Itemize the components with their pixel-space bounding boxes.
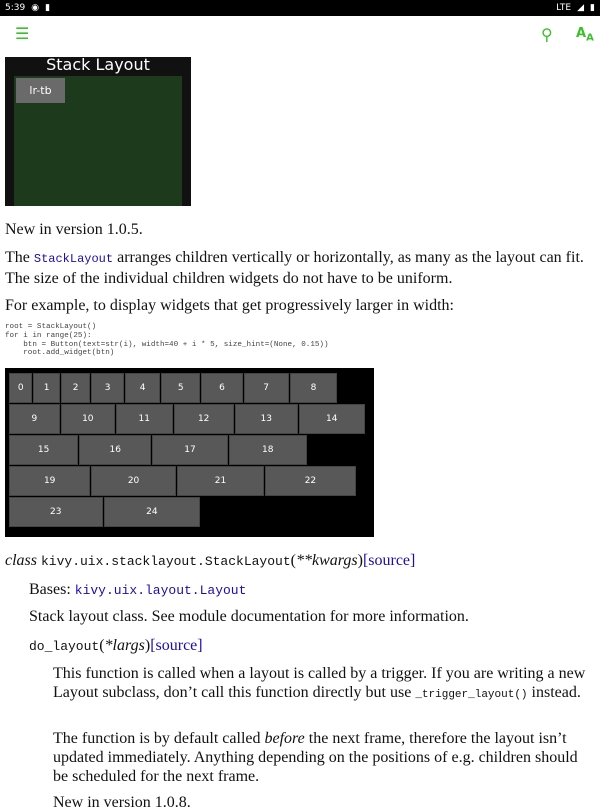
example-button: 11 xyxy=(116,404,173,434)
class-args: **kwargs xyxy=(295,552,358,569)
clock: 5:39 xyxy=(5,3,26,13)
hamburger-menu-icon[interactable]: ☰ xyxy=(15,24,30,43)
inline-code: _trigger_layout() xyxy=(415,689,528,701)
signal-icon: ◢ xyxy=(577,3,585,13)
toolbar xyxy=(0,16,600,58)
text: The function is by default called xyxy=(53,730,265,747)
example-button: 8 xyxy=(290,373,338,403)
example-paragraph: For example, to display widgets that get progressively larger in width: xyxy=(5,297,454,314)
network-type: LTE xyxy=(556,3,572,13)
paren: ( xyxy=(290,552,296,569)
example-button: 6 xyxy=(201,373,243,403)
example-button: 16 xyxy=(79,435,151,465)
example-button: 13 xyxy=(235,404,298,434)
text: instead. xyxy=(527,684,581,701)
search-icon[interactable]: ⚲ xyxy=(541,25,553,44)
sd-card-icon: ▮ xyxy=(45,3,51,13)
example-button: 2 xyxy=(61,373,91,403)
paren: ( xyxy=(99,637,105,654)
method-version-note: New in version 1.0.8. xyxy=(53,794,191,811)
stacklayout-link[interactable]: StackLayout xyxy=(33,252,114,266)
stack-example-image xyxy=(5,368,374,537)
example-button: 5 xyxy=(161,373,200,403)
class-keyword: class xyxy=(5,552,37,569)
example-button: 15 xyxy=(9,435,78,465)
example-button: 23 xyxy=(9,497,103,527)
example-button: 4 xyxy=(125,373,161,403)
example-button: 3 xyxy=(91,373,124,403)
text: arranges children vertically or horizontally, as many as the layout can fit. The size of the individual children widgets do not have to be uniform. xyxy=(5,249,584,287)
version-note: New in version 1.0.5. xyxy=(5,221,143,238)
example-button: 9 xyxy=(9,404,60,434)
text-size-icon[interactable]: $A_A$ xyxy=(576,26,594,44)
intro-paragraph xyxy=(5,248,595,288)
method-args: *largs xyxy=(104,637,145,654)
method-paragraph-1 xyxy=(53,664,593,705)
example-button: 10 xyxy=(61,404,115,434)
example-button: 20 xyxy=(91,466,175,496)
example-button: 18 xyxy=(229,435,307,465)
code-block: root = StackLayout() for i in range(25): btn = Button(text=str(i), width=40 + i * 5, size_hint=(None, 0.15)) root.add_widget(btn) xyxy=(5,323,329,358)
demo-title: Stack Layout xyxy=(46,55,150,74)
battery-icon: ▮ xyxy=(590,3,595,13)
example-button: 17 xyxy=(152,435,227,465)
example-button: 19 xyxy=(9,466,90,496)
layout-base-link[interactable]: kivy.uix.layout.Layout xyxy=(74,583,247,598)
stack-layout-demo-image xyxy=(5,57,191,206)
text: The xyxy=(5,249,34,266)
example-button: 0 xyxy=(9,373,32,403)
example-button: 1 xyxy=(33,373,59,403)
bases-label: Bases: xyxy=(29,581,75,598)
status-bar xyxy=(0,0,600,16)
button-grid xyxy=(9,373,371,527)
method-paragraph-2 xyxy=(53,729,593,786)
method-source-link[interactable]: [source] xyxy=(150,637,203,654)
example-button: 21 xyxy=(177,466,264,496)
text: This function is called when a layout is called by a trigger. If you are writing a new Layout subclass, don’t call this function directly but use xyxy=(53,665,586,701)
paren: ) xyxy=(357,552,363,569)
example-button: 22 xyxy=(265,466,356,496)
method-signature xyxy=(29,636,203,656)
bases xyxy=(29,580,246,600)
text: the next frame, therefore the layout isn’t updated immediately. Anything depending on the positions of e.g. children should be scheduled for the next frame. xyxy=(53,730,578,785)
method-name: do_layout xyxy=(29,639,100,654)
class-description: Stack layout class. See module documentation for more information. xyxy=(29,608,469,625)
class-signature xyxy=(5,551,415,571)
example-button: 14 xyxy=(299,404,365,434)
paren: ) xyxy=(144,637,151,654)
example-button: 24 xyxy=(104,497,201,527)
class-source-link[interactable]: [source] xyxy=(362,552,416,569)
example-button: 12 xyxy=(174,404,234,434)
class-name: kivy.uix.stacklayout.StackLayout xyxy=(41,554,291,569)
notification-icon: ◉ xyxy=(31,3,40,13)
emphasis: before xyxy=(264,730,305,747)
example-button: 7 xyxy=(244,373,289,403)
demo-button: lr-tb xyxy=(16,78,65,103)
